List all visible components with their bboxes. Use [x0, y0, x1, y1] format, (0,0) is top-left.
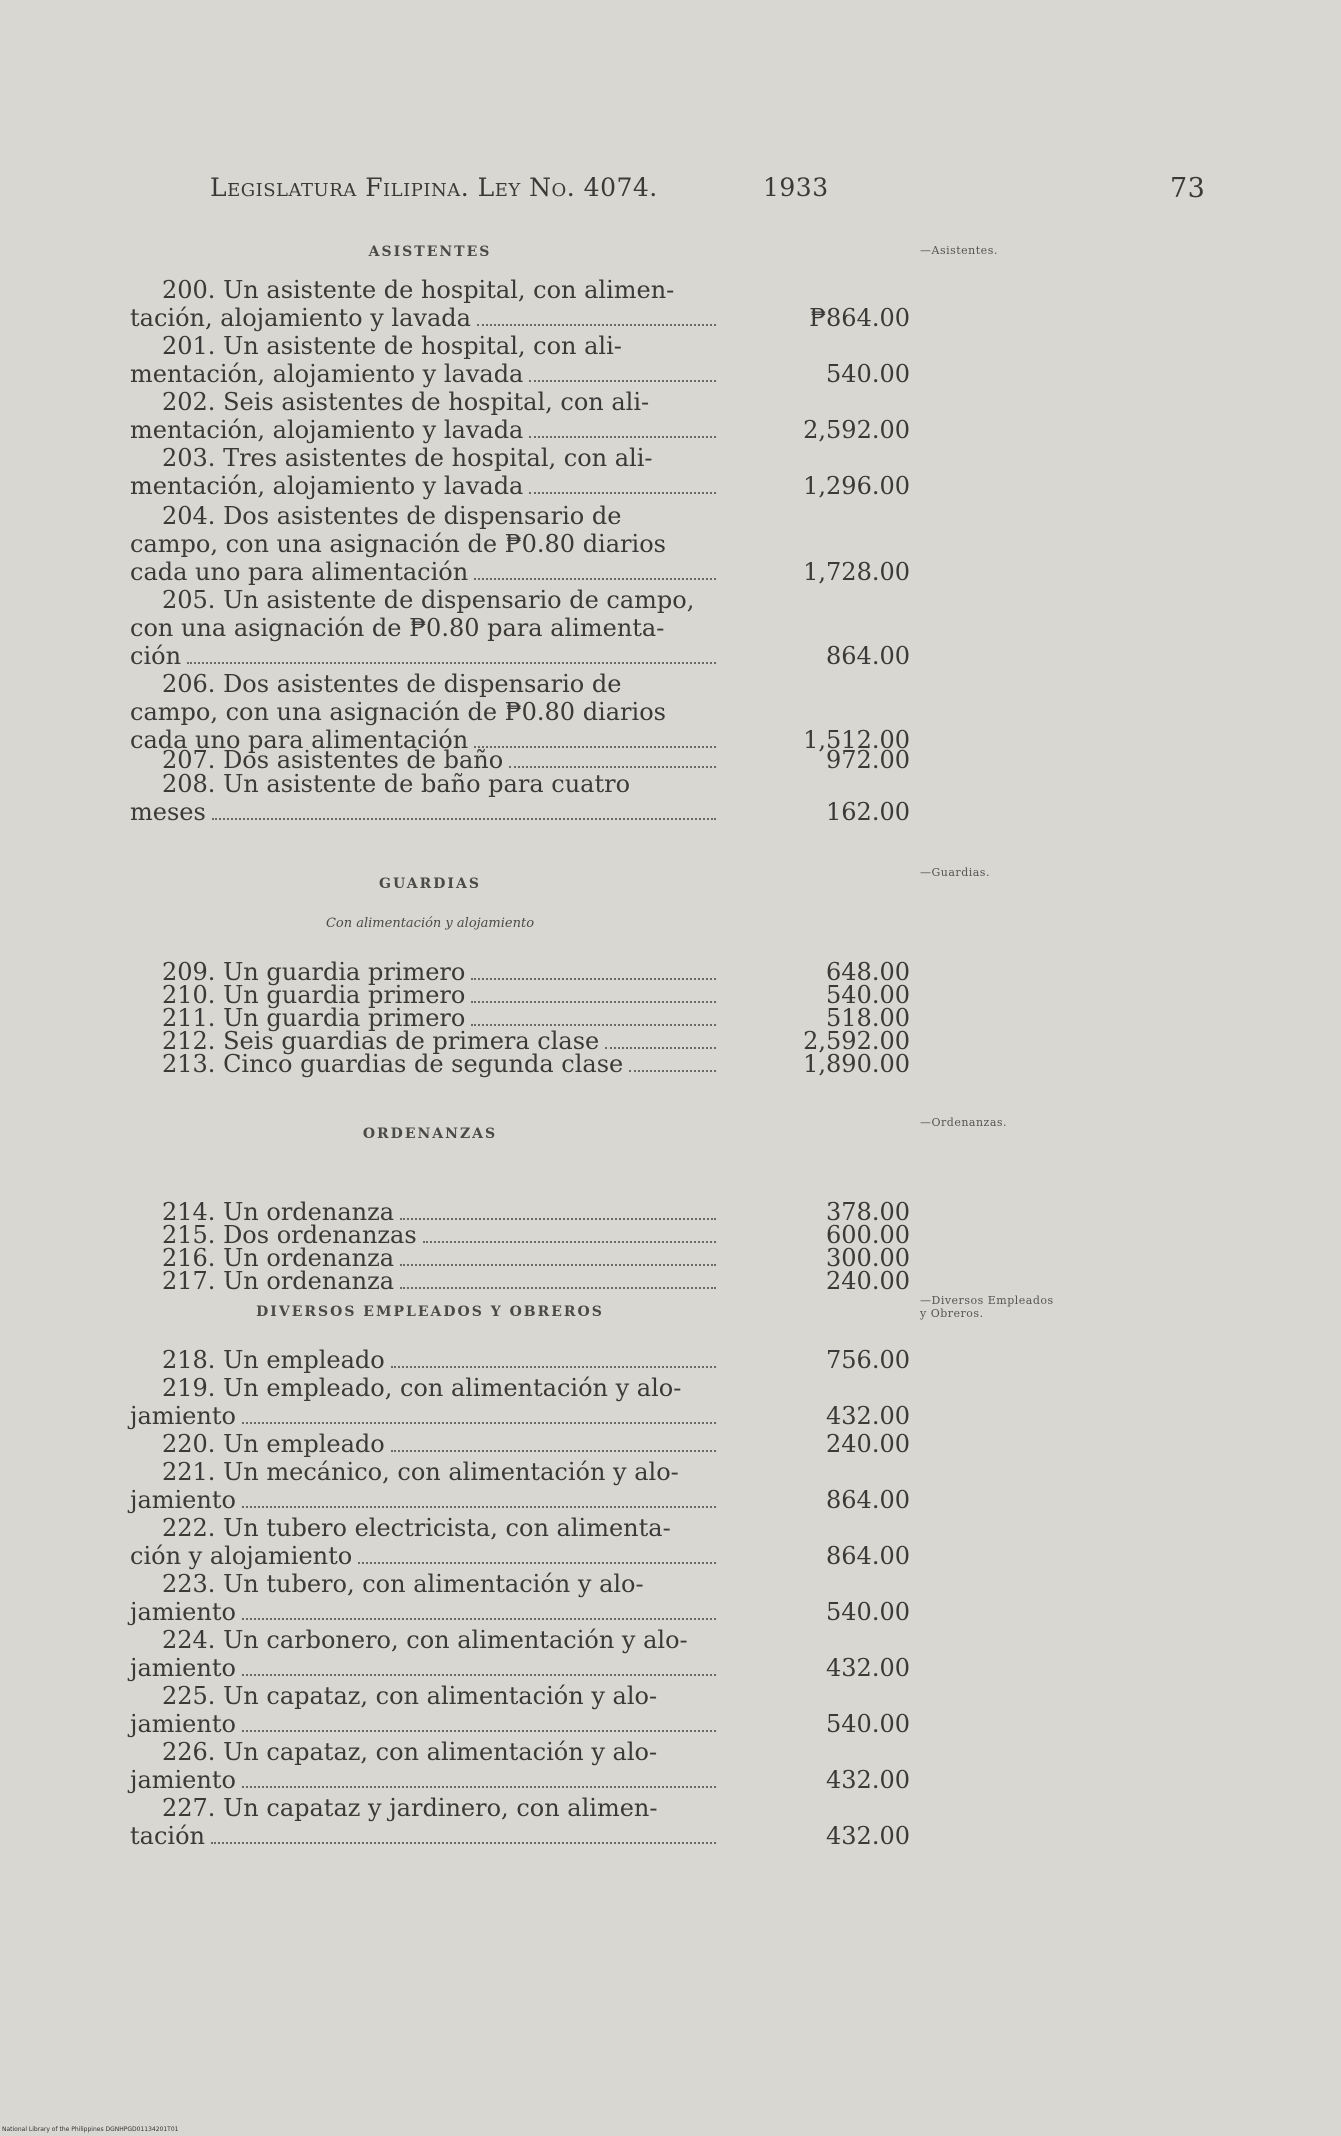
header-title: Legislatura Filipina. Ley No. 4074. [210, 173, 658, 202]
dot-leader [529, 379, 716, 382]
line-item [130, 1346, 720, 1374]
dot-leader [187, 661, 716, 664]
item-amount: 540.00 [826, 1598, 910, 1626]
item-text-last-line: jamiento [130, 1766, 236, 1794]
item-text-last-line: jamiento [130, 1654, 236, 1682]
item-text-last-line: 212. Seis guardias de primera clase [162, 1027, 600, 1055]
line-item [130, 388, 720, 444]
line-item [130, 502, 720, 586]
dot-leader [358, 1561, 716, 1564]
dot-leader [242, 1673, 716, 1676]
item-text-last-line: jamiento [130, 1486, 236, 1514]
section-heading-ordenanzas: ORDENANZAS [362, 1126, 498, 1142]
item-amount: 972.00 [826, 746, 910, 774]
line-item [130, 1458, 720, 1514]
dot-leader [242, 1729, 716, 1732]
section-heading-guardias: GUARDIAS [379, 876, 481, 892]
item-amount: 1,728.00 [803, 558, 910, 586]
item-text-line: 203. Tres asistentes de hospital, con ali- [162, 444, 653, 472]
item-amount: 378.00 [826, 1198, 910, 1226]
item-text-last-line: jamiento [130, 1710, 236, 1738]
dot-leader [212, 817, 716, 820]
line-item [130, 444, 720, 500]
dot-leader [400, 1286, 716, 1289]
item-text-line: 222. Un tubero electricista, con alimenta- [162, 1514, 671, 1542]
margin-note-diversos-line1: —Diversos Empleados [920, 1294, 1054, 1307]
line-item [130, 332, 720, 388]
item-text-line: 224. Un carbonero, con alimentación y alo- [162, 1626, 688, 1654]
item-text-last-line: 210. Un guardia primero [162, 981, 466, 1009]
item-amount: 240.00 [826, 1430, 910, 1458]
item-text-line: 204. Dos asistentes de dispensario de [162, 502, 622, 530]
dot-leader [400, 1217, 716, 1220]
item-text-last-line: 207. Dos asistentes de baño [162, 746, 504, 774]
item-amount: ₱864.00 [809, 304, 910, 332]
item-amount: 600.00 [826, 1221, 910, 1249]
line-item [130, 1682, 720, 1738]
item-amount: 432.00 [826, 1402, 910, 1430]
item-text-line: 200. Un asistente de hospital, con alimen- [162, 276, 675, 304]
page-number: 73 [1170, 173, 1206, 204]
item-text-last-line: ción [130, 642, 182, 670]
dot-leader [242, 1421, 716, 1424]
section-heading-diversos: DIVERSOS EMPLEADOS Y OBREROS [256, 1304, 604, 1320]
dot-leader [629, 1069, 716, 1072]
item-text-line: campo, con una asignación de ₱0.80 diarios [130, 698, 666, 726]
item-amount: 162.00 [826, 798, 910, 826]
item-amount: 864.00 [826, 1486, 910, 1514]
item-text-line: 226. Un capataz, con alimentación y alo- [162, 1738, 658, 1766]
line-item [130, 770, 720, 826]
item-text-last-line: 215. Dos ordenanzas [162, 1221, 417, 1249]
margin-note-asistentes: —Asistentes. [920, 244, 998, 257]
item-text-line: 202. Seis asistentes de hospital, con ali- [162, 388, 650, 416]
dot-leader [400, 1263, 716, 1266]
item-amount: 2,592.00 [803, 416, 910, 444]
dot-leader [529, 435, 716, 438]
item-text-line: 227. Un capataz y jardinero, con alimen- [162, 1794, 658, 1822]
margin-note-ordenanzas: —Ordenanzas. [920, 1116, 1008, 1129]
item-amount: 864.00 [826, 1542, 910, 1570]
item-text-line: campo, con una asignación de ₱0.80 diarios [130, 530, 666, 558]
footer-credit: National Library of the Philippines DGNHPGD01134201T01 [2, 2126, 179, 2133]
item-amount: 240.00 [826, 1267, 910, 1295]
item-text-line: 223. Un tubero, con alimentación y alo- [162, 1570, 644, 1598]
item-text-last-line: jamiento [130, 1598, 236, 1626]
item-text-last-line: 211. Un guardia primero [162, 1004, 466, 1032]
item-amount: 432.00 [826, 1766, 910, 1794]
item-text-last-line: 209. Un guardia primero [162, 958, 466, 986]
item-amount: 432.00 [826, 1822, 910, 1850]
item-text-last-line: mentación, alojamiento y lavada [130, 416, 524, 444]
item-text-last-line: 213. Cinco guardias de segunda clase [162, 1050, 624, 1078]
item-amount: 864.00 [826, 642, 910, 670]
item-text-line: 221. Un mecánico, con alimentación y alo- [162, 1458, 679, 1486]
dot-leader [423, 1240, 716, 1243]
margin-note-diversos-line2: y Obreros. [920, 1307, 984, 1320]
line-item [130, 276, 720, 332]
item-text-last-line: 217. Un ordenanza [162, 1267, 395, 1295]
margin-note-diversos [920, 1294, 1054, 1320]
item-amount: 300.00 [826, 1244, 910, 1272]
item-amount: 1,512.00 [803, 726, 910, 754]
item-amount: 1,890.00 [803, 1050, 910, 1078]
item-text-last-line: 214. Un ordenanza [162, 1198, 395, 1226]
dot-leader [242, 1505, 716, 1508]
item-text-line: 206. Dos asistentes de dispensario de [162, 670, 622, 698]
line-item [130, 1267, 720, 1295]
item-amount: 756.00 [826, 1346, 910, 1374]
item-text-last-line: 216. Un ordenanza [162, 1244, 395, 1272]
dot-leader [211, 1841, 716, 1844]
dot-leader [471, 1000, 716, 1003]
item-amount: 1,296.00 [803, 472, 910, 500]
dot-leader [529, 491, 716, 494]
dot-leader [391, 1365, 716, 1368]
item-text-last-line: mentación, alojamiento y lavada [130, 360, 524, 388]
line-item [130, 1626, 720, 1682]
dot-leader [477, 323, 716, 326]
line-item [130, 1570, 720, 1626]
item-text-line: 219. Un empleado, con alimentación y alo- [162, 1374, 682, 1402]
item-text-last-line: mentación, alojamiento y lavada [130, 472, 524, 500]
dot-leader [391, 1449, 716, 1452]
item-amount: 648.00 [826, 958, 910, 986]
item-text-line: 201. Un asistente de hospital, con ali- [162, 332, 622, 360]
line-item [130, 1050, 720, 1078]
dot-leader [242, 1785, 716, 1788]
margin-note-guardias: —Guardias. [920, 866, 990, 879]
header-year: 1933 [763, 173, 829, 202]
item-amount: 540.00 [826, 1710, 910, 1738]
dot-leader [471, 977, 716, 980]
item-text-last-line: ción y alojamiento [130, 1542, 353, 1570]
item-text-last-line: 218. Un empleado [162, 1346, 385, 1374]
line-item [130, 670, 720, 754]
line-item [130, 1430, 720, 1458]
item-amount: 540.00 [826, 981, 910, 1009]
line-item [130, 586, 720, 670]
item-text-line: 205. Un asistente de dispensario de campo, [162, 586, 695, 614]
item-text-line: 225. Un capataz, con alimentación y alo- [162, 1682, 658, 1710]
dot-leader [242, 1617, 716, 1620]
item-amount: 432.00 [826, 1654, 910, 1682]
dot-leader [474, 577, 716, 580]
item-text-line: con una asignación de ₱0.80 para alimenta- [130, 614, 665, 642]
item-text-last-line: meses [130, 798, 206, 826]
line-item [130, 1514, 720, 1570]
item-text-last-line: 220. Un empleado [162, 1430, 385, 1458]
section-subheading-guardias: Con alimentación y alojamiento [325, 916, 535, 931]
item-text-last-line: tación [130, 1822, 205, 1850]
section-heading-asistentes: ASISTENTES [368, 244, 492, 260]
line-item [130, 1738, 720, 1794]
dot-leader [605, 1046, 716, 1049]
item-text-last-line: cada uno para alimentación [130, 558, 469, 586]
item-amount: 2,592.00 [803, 1027, 910, 1055]
item-text-line: 208. Un asistente de baño para cuatro [162, 770, 631, 798]
page-header [210, 173, 1206, 213]
dot-leader [509, 765, 716, 768]
line-item [130, 1374, 720, 1430]
item-amount: 518.00 [826, 1004, 910, 1032]
item-text-last-line: cada uno para alimentación [130, 726, 469, 754]
dot-leader [471, 1023, 716, 1026]
item-amount: 540.00 [826, 360, 910, 388]
item-text-last-line: tación, alojamiento y lavada [130, 304, 471, 332]
item-text-last-line: jamiento [130, 1402, 236, 1430]
line-item [130, 1794, 720, 1850]
